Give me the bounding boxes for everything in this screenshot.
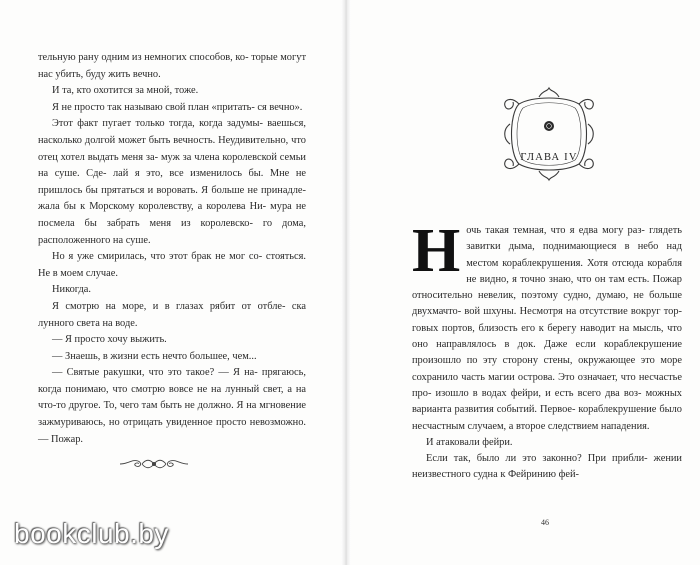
paragraph: — Я просто хочу выжить. (52, 334, 167, 346)
paragraph: И атаковали фейри. (426, 436, 513, 448)
first-paragraph-text: очь такая темная, что я едва могу раз- глядеть завитки дыма, поднимающиеся в небо над местом кораблекрушения. Хотя отсюда корабля не видно, я точно знаю, что он там есть. Пожар относительно невелик, поэтому судно, думаю, не больше двухмачто- вой шхуны. Несмотря на отсутствие вокруг тор- говых портов, близость его к берегу наводит на мысль, что оно направлялось в док. Даже если кораблекрушение произошло по эту сторону стены, окружающее это море сохранило часть магии острова. Это означает, что несчастье про- изошло в водах фейри, и есть всего два воз- можных варианта развития событий. Первое- кораблекрушение было несчастным случаем, а второе следствием нападения. (412, 225, 682, 432)
book-gutter (341, 0, 351, 565)
paragraph: И та, кто охотится за мной, тоже. (52, 85, 199, 97)
left-page-text (38, 50, 306, 448)
watermark: bookclub.by (14, 518, 169, 549)
right-page-text (412, 217, 682, 484)
chapter-title: ГЛАВА IV (520, 152, 578, 163)
paragraph: Если так, было ли это законно? При прибли- жении неизвестного судна к Фейринию фей- (412, 453, 682, 481)
chapter-frame-icon (497, 84, 601, 184)
ornament-divider-icon (118, 455, 190, 473)
paragraph: — Знаешь, в жизни есть нечто большее, чем... (52, 350, 257, 362)
page-number: 46 (541, 518, 549, 527)
paragraph: — Святые ракушки, что это такое? — Я на- прягаюсь, когда понимаю, что смотрю вовсе не на лунный свет, а на что-то другое. То, чего там быть не должно. Я на мгновение зажмуриваюсь, но отрицать увиденное просто невозможно. — Пожар. (38, 367, 306, 445)
paragraph: Никогда. (52, 284, 92, 296)
drop-cap: Н (412, 217, 461, 285)
paragraph: тельную рану одним из немногих способов, ко- торые могут нас убить, буду жить вечно. (38, 52, 306, 80)
paragraph: Но я уже смирилась, что этот брак не мог со- стояться. Не в моем случае. (38, 251, 306, 279)
paragraph: Этот факт пугает только тогда, когда задумы- ваешься, насколько долгой может быть вечность. Неудивительно, что отец хотел выдать меня за- муж за члена королевской семьи на суше. Сде- лай я это, все изменилось бы. Мне не пришлось бы прятаться и воровать. Я больше не принадле- жала бы к Морскому королевству, а королева Ни- мура не посмела бы забрать меня из королевско- го дома, расположенного на суше. (38, 118, 306, 246)
paragraph: Я смотрю на море, и в глазах рябит от отбле- ска лунного света на воде. (38, 300, 306, 329)
paragraph: Я не просто так называю свой план «притать- ся вечно». (52, 101, 303, 113)
chapter-first-paragraph (412, 217, 682, 435)
